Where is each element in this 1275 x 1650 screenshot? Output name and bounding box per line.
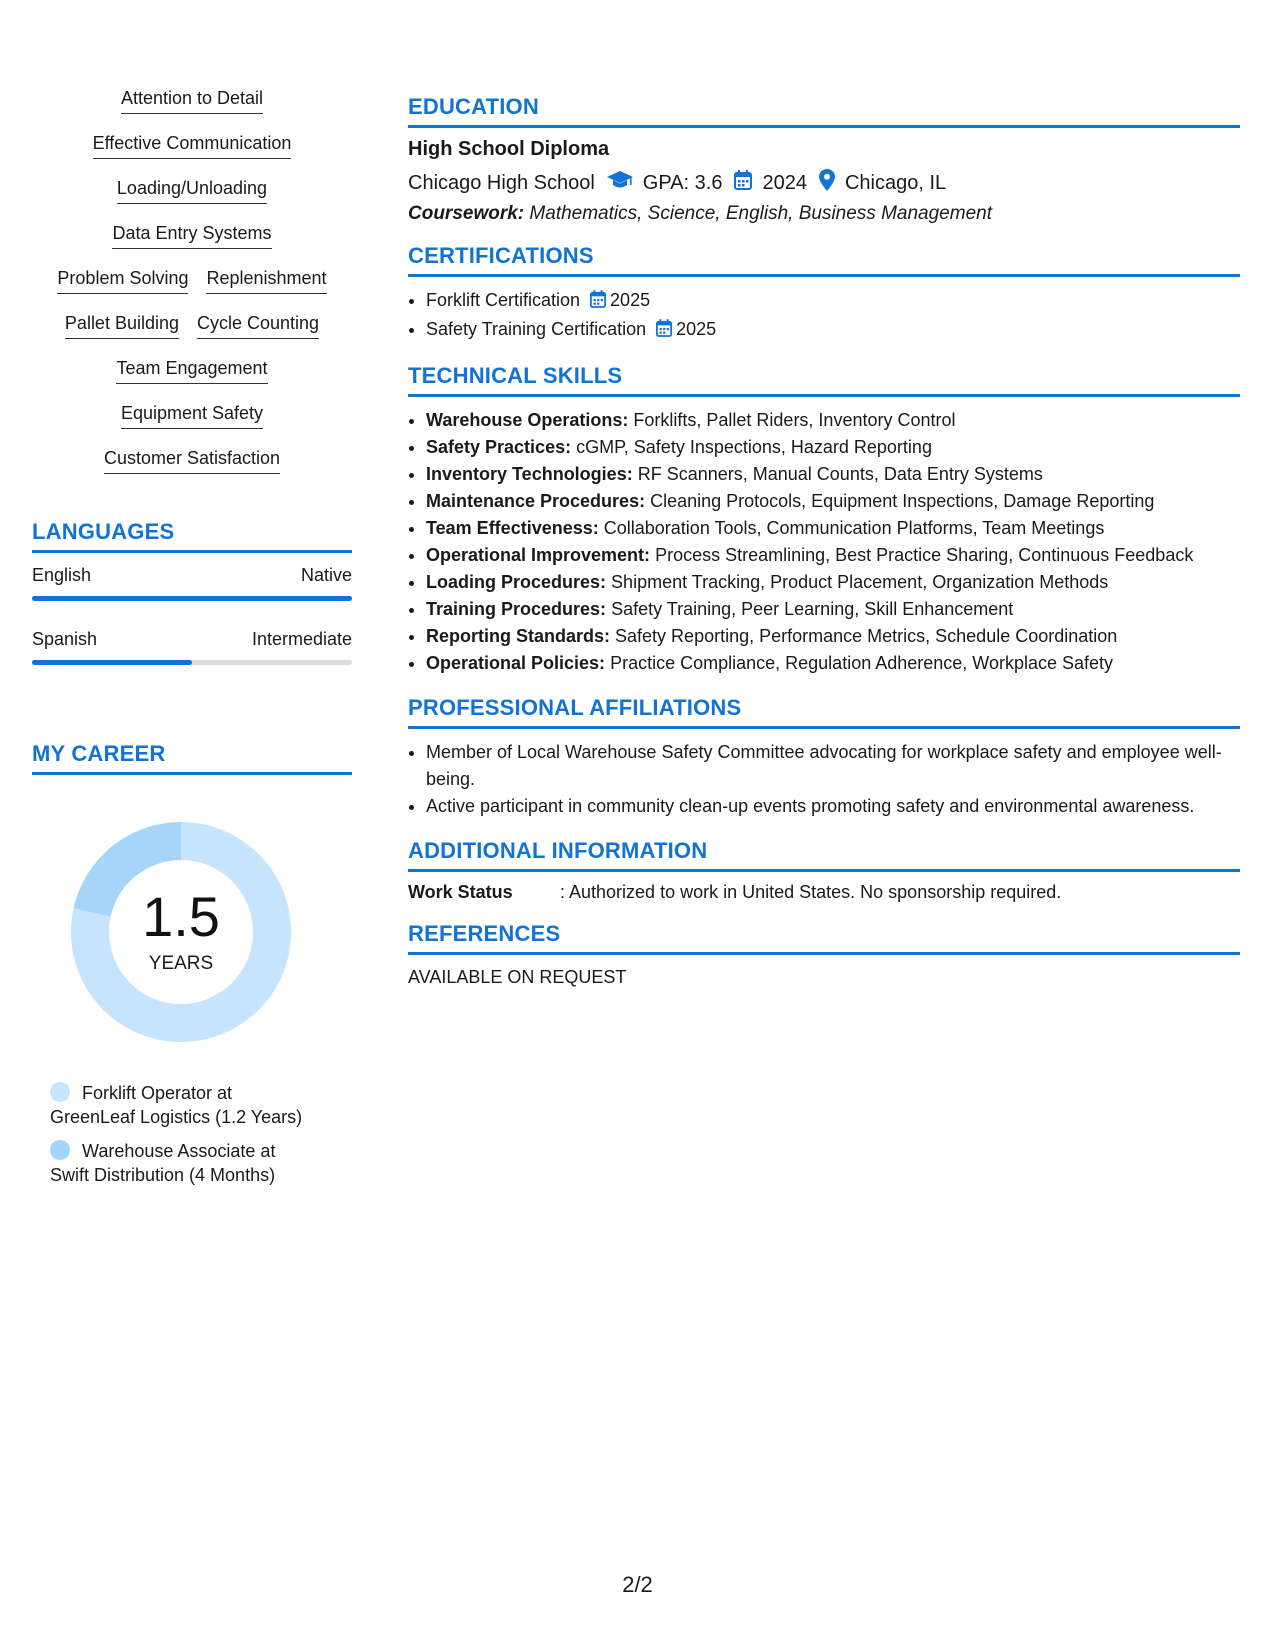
legend-line1: Forklift Operator at [82, 1083, 233, 1103]
right-column [408, 94, 1240, 1006]
certification-name: Safety Training Certification [426, 319, 647, 339]
affiliations-list [408, 739, 1240, 820]
legend-dot [50, 1082, 70, 1102]
left-column [32, 78, 352, 1197]
education-year: 2024 [762, 171, 807, 194]
language-proficiency-bar [32, 596, 352, 601]
technical-skills-heading: TECHNICAL SKILLS [408, 363, 1240, 397]
languages-section [32, 519, 352, 665]
skill-label: Inventory Technologies: [426, 464, 633, 484]
language-proficiency-bar [32, 660, 352, 665]
skill-text: Safety Reporting, Performance Metrics, Schedule Coordination [615, 626, 1118, 646]
technical-skill-item [426, 461, 1240, 488]
technical-skills-list [408, 407, 1240, 677]
certification-year: 2025 [676, 319, 717, 339]
certifications-heading: CERTIFICATIONS [408, 243, 1240, 277]
additional-info-section [408, 838, 1240, 903]
skill-row [65, 303, 319, 348]
career-total-value: 1.5 [142, 885, 220, 948]
skill-label: Training Procedures: [426, 599, 607, 619]
skill-row [121, 78, 263, 123]
skill-label: Reporting Standards: [426, 626, 611, 646]
skill-tag: Attention to Detail [121, 78, 263, 114]
skill-label: Safety Practices: [426, 437, 572, 457]
skill-text: Collaboration Tools, Communication Platforms, Team Meetings [603, 518, 1105, 538]
info-value: : Authorized to work in United States. No sponsorship required. [560, 882, 1062, 902]
language-item [32, 565, 352, 601]
skill-text: Safety Training, Peer Learning, Skill Enhancement [611, 599, 1014, 619]
skill-row [117, 168, 267, 213]
technical-skill-item [426, 623, 1240, 650]
skill-text: Process Streamlining, Best Practice Sharing, Continuous Feedback [655, 545, 1194, 565]
coursework-label: Coursework: [408, 203, 525, 224]
language-level: Intermediate [251, 629, 352, 649]
donut-center [66, 817, 296, 1047]
language-proficiency-fill [32, 596, 352, 601]
skill-row [93, 123, 292, 168]
certification-name: Forklift Certification [426, 290, 581, 310]
technical-skill-item [426, 650, 1240, 677]
affiliation-item: • Member of Local Warehouse Safety Committee advocating for workplace safety and employee well-being. [426, 739, 1240, 793]
legend-item [50, 1139, 352, 1187]
education-meta [408, 169, 1240, 197]
skill-label: Team Effectiveness: [426, 518, 599, 538]
calendar-icon [734, 170, 752, 196]
career-donut-chart [66, 817, 296, 1047]
info-key: Work Status [408, 882, 513, 902]
skill-label: Warehouse Operations: [426, 410, 629, 430]
skill-text: cGMP, Safety Inspections, Hazard Reporting [576, 437, 932, 457]
skill-label: Operational Improvement: [426, 545, 651, 565]
skill-row [57, 258, 326, 303]
education-location: Chicago, IL [844, 171, 947, 194]
affiliations-heading: PROFESSIONAL AFFILIATIONS [408, 695, 1240, 729]
skill-tag: Data Entry Systems [112, 213, 271, 249]
certifications-section [408, 243, 1240, 345]
calendar-icon [656, 318, 672, 345]
skill-tag: Team Engagement [116, 348, 267, 384]
certification-item [426, 316, 1240, 345]
legend-line1: Warehouse Associate at [82, 1141, 276, 1161]
education-school: Chicago High School [408, 171, 595, 194]
certification-item [426, 287, 1240, 316]
references-text: AVAILABLE ON REQUEST [408, 967, 627, 987]
skill-label: Loading Procedures: [426, 572, 607, 592]
skill-tag: Replenishment [206, 258, 326, 294]
education-degree: High School Diploma [408, 138, 610, 160]
education-section [408, 94, 1240, 225]
certification-year: 2025 [610, 290, 651, 310]
references-heading: REFERENCES [408, 921, 1240, 955]
affiliation-item: • Active participant in community clean-up events promoting safety and environmental awareness. [426, 793, 1240, 820]
education-heading: EDUCATION [408, 94, 1240, 128]
skill-tag: Loading/Unloading [117, 168, 267, 204]
legend-line2: Swift Distribution (4 Months) [50, 1165, 276, 1185]
skill-tag: Pallet Building [65, 303, 179, 339]
skill-text: Forklifts, Pallet Riders, Inventory Control [633, 410, 956, 430]
references-section [408, 921, 1240, 988]
career-heading: MY CAREER [32, 741, 352, 775]
technical-skill-item [426, 434, 1240, 461]
skill-tag: Customer Satisfaction [104, 438, 280, 474]
page-number: 2/2 [622, 1572, 653, 1597]
skill-tag: Cycle Counting [197, 303, 319, 339]
info-row [408, 882, 1240, 903]
languages-heading: LANGUAGES [32, 519, 352, 553]
language-level: Native [300, 565, 352, 585]
coursework-text: Mathematics, Science, English, Business Management [529, 203, 992, 224]
skill-tag: Problem Solving [57, 258, 188, 294]
technical-skills-section [408, 363, 1240, 677]
career-section [32, 741, 352, 1187]
skill-tag: Equipment Safety [121, 393, 263, 429]
skill-text: Shipment Tracking, Product Placement, Organization Methods [611, 572, 1109, 592]
language-name: Spanish [32, 629, 98, 649]
language-item [32, 629, 352, 665]
skill-row [104, 438, 280, 483]
technical-skill-item [426, 407, 1240, 434]
certifications-list [408, 287, 1240, 345]
career-total-unit: YEARS [148, 953, 214, 974]
skill-row [121, 393, 263, 438]
skill-label: Maintenance Procedures: [426, 491, 646, 511]
skill-text: RF Scanners, Manual Counts, Data Entry Systems [637, 464, 1043, 484]
technical-skill-item [426, 569, 1240, 596]
technical-skill-item [426, 596, 1240, 623]
education-coursework [408, 203, 1240, 225]
skill-label: Operational Policies: [426, 653, 606, 673]
skill-tag: Effective Communication [93, 123, 292, 159]
technical-skill-item [426, 542, 1240, 569]
calendar-icon [590, 289, 606, 316]
legend-item [50, 1081, 352, 1129]
skill-text: Cleaning Protocols, Equipment Inspections, Damage Reporting [650, 491, 1155, 511]
legend-dot [50, 1140, 70, 1160]
skill-row [116, 348, 267, 393]
career-legend [50, 1081, 352, 1187]
technical-skill-item [426, 515, 1240, 542]
location-pin-icon [819, 169, 835, 197]
skills-tags [32, 78, 352, 483]
language-proficiency-fill [32, 660, 192, 665]
technical-skill-item [426, 488, 1240, 515]
legend-line2: GreenLeaf Logistics (1.2 Years) [50, 1107, 303, 1127]
affiliations-section [408, 695, 1240, 820]
skill-row [112, 213, 271, 258]
graduation-cap-icon [607, 171, 633, 195]
additional-info-heading: ADDITIONAL INFORMATION [408, 838, 1240, 872]
education-gpa: GPA: 3.6 [642, 171, 723, 194]
language-name: English [32, 565, 92, 585]
skill-text: Practice Compliance, Regulation Adherence, Workplace Safety [610, 653, 1114, 673]
